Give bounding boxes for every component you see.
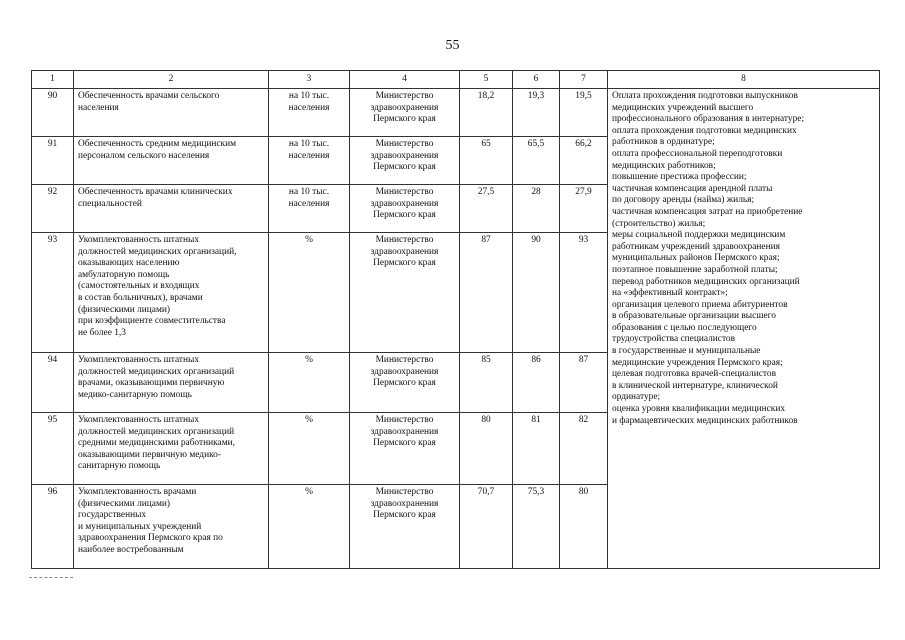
value-cell: 90 [513, 233, 560, 353]
value-cell: 81 [513, 413, 560, 485]
unit-cell: на 10 тыс. населения [269, 137, 350, 185]
value-cell: 19,5 [560, 89, 608, 137]
row-number: 90 [32, 89, 74, 137]
table-row [32, 89, 880, 137]
column-header: 2 [74, 71, 269, 89]
indicator-name: Обеспеченность врачами сельского населения [74, 89, 269, 137]
value-cell: 70,7 [460, 485, 513, 569]
indicator-name: Обеспеченность врачами клинических специальностей [74, 185, 269, 233]
value-cell: 80 [560, 485, 608, 569]
responsible-cell: Министерство здравоохранения Пермского края [350, 353, 460, 413]
value-cell: 27,5 [460, 185, 513, 233]
column-header: 7 [560, 71, 608, 89]
unit-cell: на 10 тыс. населения [269, 185, 350, 233]
indicator-name: Укомплектованность врачами (физическими лицами) государственных и муниципальных учреждений здравоохранения Пермского края по наиболее востребованным [74, 485, 269, 569]
responsible-cell: Министерство здравоохранения Пермского края [350, 413, 460, 485]
table-header-row [32, 71, 880, 89]
row-number: 96 [32, 485, 74, 569]
column-header: 4 [350, 71, 460, 89]
value-cell: 65 [460, 137, 513, 185]
indicator-name: Укомплектованность штатных должностей медицинских организаций, оказывающих населению амбулаторную помощь (самостоятельных и входящих в состав больничных), врачами (физическими лицами) при коэффициенте совместительства не более 1,3 [74, 233, 269, 353]
value-cell: 80 [460, 413, 513, 485]
column-header: 3 [269, 71, 350, 89]
responsible-cell: Министерство здравоохранения Пермского края [350, 485, 460, 569]
unit-cell: на 10 тыс. населения [269, 89, 350, 137]
unit-cell: % [269, 485, 350, 569]
indicator-name: Обеспеченность средним медицинским персоналом сельского населения [74, 137, 269, 185]
value-cell: 65,5 [513, 137, 560, 185]
indicator-name: Укомплектованность штатных должностей медицинских организаций врачами, оказывающими первичную медико-санитарную помощь [74, 353, 269, 413]
page-number: 55 [445, 38, 460, 53]
indicator-name: Укомплектованность штатных должностей медицинских организаций средними медицинскими работниками, оказывающими первичную медико- санитарную помощь [74, 413, 269, 485]
value-cell: 87 [560, 353, 608, 413]
row-number: 91 [32, 137, 74, 185]
value-cell: 93 [560, 233, 608, 353]
unit-cell: % [269, 413, 350, 485]
indicators-table [31, 70, 880, 569]
responsible-cell: Министерство здравоохранения Пермского края [350, 185, 460, 233]
column-header: 6 [513, 71, 560, 89]
responsible-cell: Министерство здравоохранения Пермского края [350, 137, 460, 185]
responsible-cell: Министерство здравоохранения Пермского края [350, 89, 460, 137]
measures-cell: Оплата прохождения подготовки выпускников медицинских учреждений высшего профессионального образования в интернатуре; оплата прохождения подготовки медицинских работников в ординатуре; оплата профессиональной переподготовки медицинских работников; повышение престижа профессии; частичная компенсация арендной платы по договору аренды (найма) жилья; частичная компенсация затрат на приобретение (строительство) жилья; меры социальной поддержки медицинским работникам учреждений здравоохранения муниципальных районов Пермского края; поэтапное повышение заработной платы; перевод работников медицинских организаций на «эффективный контракт»; организация целевого приема абитуриентов в образовательные организации высшего образования с целью последующего трудоустройства специалистов в государственные и муниципальные медицинские учреждения Пермского края; целевая подготовка врачей-специалистов в клинической интернатуре, клинической ординатуре; оценка уровня квалификации медицинских и фармацевтических медицинских работников [608, 89, 880, 569]
row-number: 94 [32, 353, 74, 413]
value-cell: 85 [460, 353, 513, 413]
unit-cell: % [269, 353, 350, 413]
column-header: 1 [32, 71, 74, 89]
value-cell: 86 [513, 353, 560, 413]
value-cell: 28 [513, 185, 560, 233]
scan-edge-mark [29, 577, 73, 578]
responsible-cell: Министерство здравоохранения Пермского края [350, 233, 460, 353]
row-number: 93 [32, 233, 74, 353]
value-cell: 19,3 [513, 89, 560, 137]
row-number: 95 [32, 413, 74, 485]
column-header: 8 [608, 71, 880, 89]
value-cell: 27,9 [560, 185, 608, 233]
unit-cell: % [269, 233, 350, 353]
value-cell: 75,3 [513, 485, 560, 569]
value-cell: 66,2 [560, 137, 608, 185]
row-number: 92 [32, 185, 74, 233]
column-header: 5 [460, 71, 513, 89]
value-cell: 87 [460, 233, 513, 353]
value-cell: 82 [560, 413, 608, 485]
value-cell: 18,2 [460, 89, 513, 137]
